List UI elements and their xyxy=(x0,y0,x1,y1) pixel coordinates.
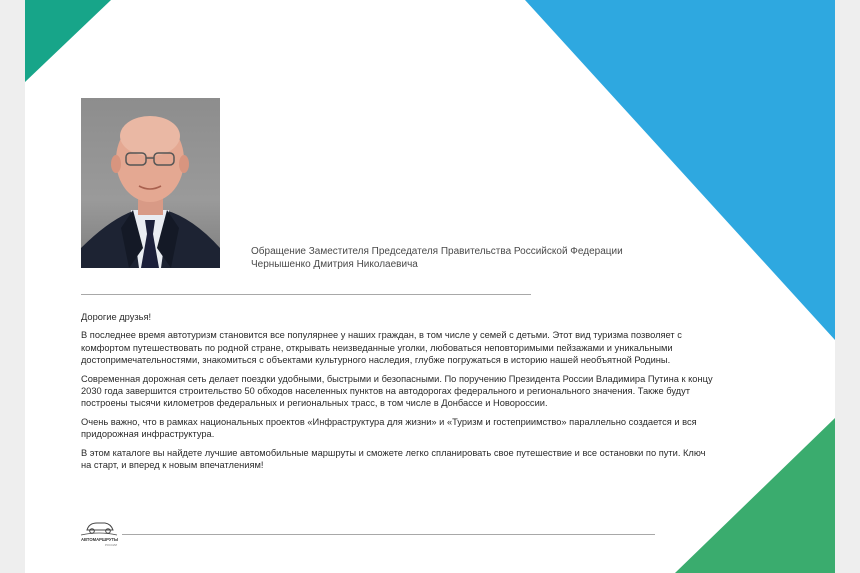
letter-body xyxy=(81,311,713,477)
avtomarshruty-logo xyxy=(79,518,119,548)
top-left-teal-triangle xyxy=(25,0,115,85)
letter-paragraph-4: В этом каталоге вы найдете лучшие автомобильные маршруты и сможете легко спланировать свое путешествие и все остановки по пути. Ключ на старт, и вперед к новым впечатлениям! xyxy=(81,447,706,471)
portrait-photo xyxy=(81,98,220,268)
logo-text: АВТОМАРШРУТЫ xyxy=(81,537,119,542)
catalog-page xyxy=(25,0,835,573)
caption-name: Чернышенко Дмитрия Николаевича xyxy=(251,259,418,270)
caption-title: Обращение Заместителя Председателя Правительства Российской Федерации xyxy=(251,246,623,257)
bottom-divider xyxy=(122,534,655,535)
logo-subtext: РОССИИ xyxy=(105,543,118,547)
letter-paragraph-1: В последнее время автотуризм становится все популярнее у наших граждан, в том числе у семей с детьми. Этот вид туризма позволяет с комфортом путешествовать по родной стране, открывать неизведанные уголки, любоваться неповторимыми пейзажами и уникальными достопримечательностями, знакомиться с объектами культурного наследия, глубже погружаться в историю нашей необъятной Родины. xyxy=(81,330,682,366)
portrait-caption xyxy=(251,245,623,271)
top-right-blue-triangle xyxy=(525,0,835,345)
top-divider xyxy=(81,294,531,295)
letter-paragraph-2: Современная дорожная сеть делает поездки удобными, быстрыми и безопасными. По поручению Президента России Владимира Путина к концу 2030 года завершится строительство 50 обходов населенных пунктов на автодорогах федерального и регионального значения. Также будут построены тысячи километров федеральных и региональных трасс, в том числе в Донбассе и Новороссии. xyxy=(81,373,713,409)
letter-paragraph-3: Очень важно, что в рамках национальных проектов «Инфраструктура для жизни» и «Туризм и гостеприимство» параллельно создается и вся придорожная инфраструктура. xyxy=(81,416,697,440)
letter-greeting: Дорогие друзья! xyxy=(81,312,152,322)
